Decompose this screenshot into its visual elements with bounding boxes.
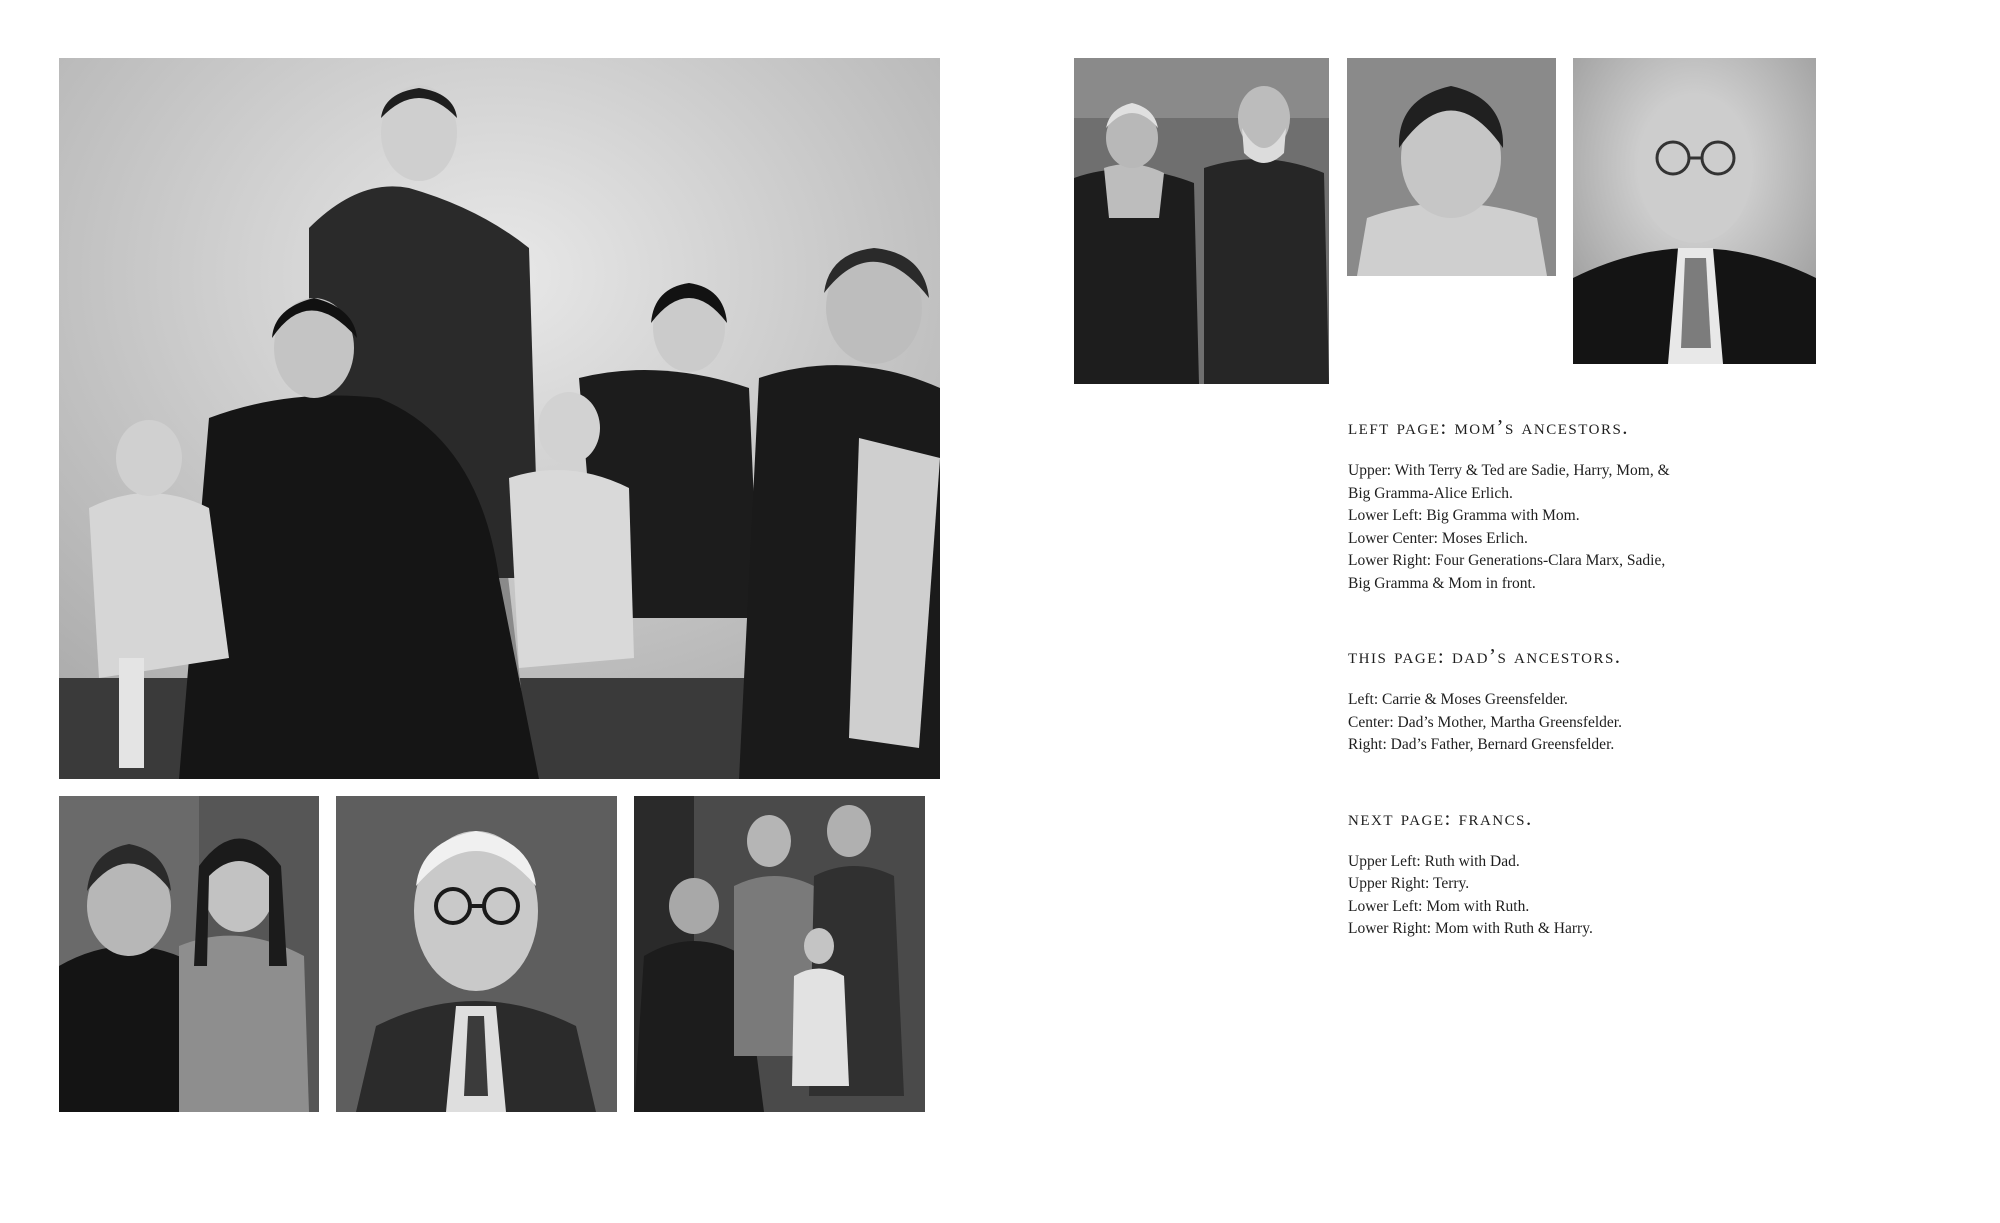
big-gramma-with-mom-photo: [59, 796, 319, 1112]
caption-line: Big Gramma-Alice Erlich.: [1348, 484, 1513, 502]
section-moms-ancestors: [1348, 414, 1788, 595]
section-francs: [1348, 805, 1788, 941]
caption-list: [1348, 460, 1788, 595]
caption-line: Lower Right: Four Generations-Clara Marx, Sadie,: [1348, 552, 1666, 569]
bernard-greensfelder-portrait: [1573, 58, 1816, 364]
captions-block: [1348, 414, 1788, 989]
caption-line: Lower Center: Moses Erlich.: [1348, 529, 1528, 547]
caption-line: Upper Right: Terry.: [1348, 875, 1470, 892]
section-heading: next page: francs.: [1348, 805, 1533, 830]
moses-erlich-portrait: [336, 796, 617, 1112]
caption-list: [1348, 851, 1788, 941]
section-dads-ancestors: [1348, 643, 1788, 757]
section-heading: this page: dad’s ancestors.: [1348, 644, 1622, 668]
martha-greensfelder-portrait: [1347, 58, 1556, 276]
family-group-photo: [59, 58, 940, 779]
carrie-and-moses-greensfelder-photo: [1074, 58, 1329, 384]
caption-line: Lower Left: Mom with Ruth.: [1348, 897, 1530, 915]
caption-line: Right: Dad’s Father, Bernard Greensfelder.: [1348, 736, 1615, 753]
caption-line: Upper Left: Ruth with Dad.: [1348, 852, 1520, 870]
section-heading: left page: mom’s ancestors.: [1348, 415, 1630, 439]
caption-line: Big Gramma & Mom in front.: [1348, 574, 1536, 592]
caption-line: Lower Left: Big Gramma with Mom.: [1348, 507, 1580, 524]
caption-line: Upper: With Terry & Ted are Sadie, Harry, Mom, &: [1348, 462, 1670, 479]
caption-line: Center: Dad’s Mother, Martha Greensfelder.: [1348, 713, 1622, 731]
four-generations-photo: [634, 796, 925, 1112]
caption-list: [1348, 689, 1788, 757]
caption-line: Left: Carrie & Moses Greensfelder.: [1348, 691, 1568, 708]
caption-line: Lower Right: Mom with Ruth & Harry.: [1348, 920, 1593, 937]
